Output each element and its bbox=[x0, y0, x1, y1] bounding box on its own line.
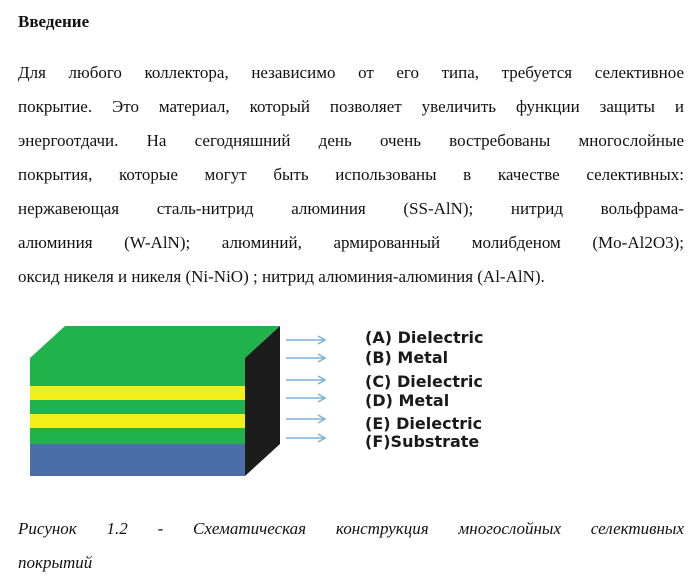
arrow-icon bbox=[286, 376, 325, 384]
figure-caption bbox=[18, 512, 684, 580]
body-paragraph bbox=[18, 56, 684, 294]
legend-label-c: (C) Dielectric bbox=[365, 372, 483, 391]
arrow-group bbox=[286, 336, 325, 442]
layer-diagram-figure bbox=[30, 318, 500, 488]
layer-d-metal bbox=[30, 414, 245, 428]
caption-line: Рисунок 1.2 - Схематическая конструкция многослойных селективных bbox=[18, 519, 684, 538]
layer-a-dielectric bbox=[30, 358, 245, 386]
arrow-icon bbox=[286, 354, 325, 362]
arrow-icon bbox=[286, 394, 325, 402]
legend-label-e: (E) Dielectric bbox=[365, 414, 483, 433]
paragraph-line: покрытие. Это материал, который позволяет увеличить функции защиты и bbox=[18, 97, 684, 116]
legend-label-a: (A) Dielectric bbox=[365, 328, 484, 347]
stack-top-face bbox=[30, 326, 280, 358]
paragraph-line: покрытия, которые могут быть использованы в качестве селективных: bbox=[18, 165, 684, 184]
section-heading: Введение bbox=[18, 12, 90, 31]
legend-label-d: (D) Metal bbox=[365, 391, 450, 410]
paragraph-line: энергоотдачи. На сегодняшний день очень востребованы многослойные bbox=[18, 131, 684, 150]
layer-f-substrate bbox=[30, 444, 245, 476]
paragraph-line: алюминия (W-AlN); алюминий, армированный молибденом (Mo-Al2O3); bbox=[18, 233, 684, 252]
legend-label-f: (F)Substrate bbox=[365, 432, 480, 451]
layer-diagram bbox=[30, 318, 500, 488]
paragraph-line: Для любого коллектора, независимо от его типа, требуется селективное bbox=[18, 63, 684, 82]
legend-label-b: (B) Metal bbox=[365, 348, 449, 367]
caption-line: покрытий bbox=[18, 553, 93, 572]
layer-e-dielectric bbox=[30, 428, 245, 444]
arrow-icon bbox=[286, 434, 325, 442]
paragraph-line: оксид никеля и никеля (Ni-NiO) ; нитрид алюминия-алюминия (Al-AlN). bbox=[18, 267, 545, 286]
arrow-icon bbox=[286, 336, 325, 344]
arrow-icon bbox=[286, 415, 325, 423]
layer-b-metal bbox=[30, 386, 245, 400]
paragraph-line: нержавеющая сталь-нитрид алюминия (SS-AlN); нитрид вольфрама- bbox=[18, 199, 684, 218]
layer-c-dielectric bbox=[30, 400, 245, 414]
